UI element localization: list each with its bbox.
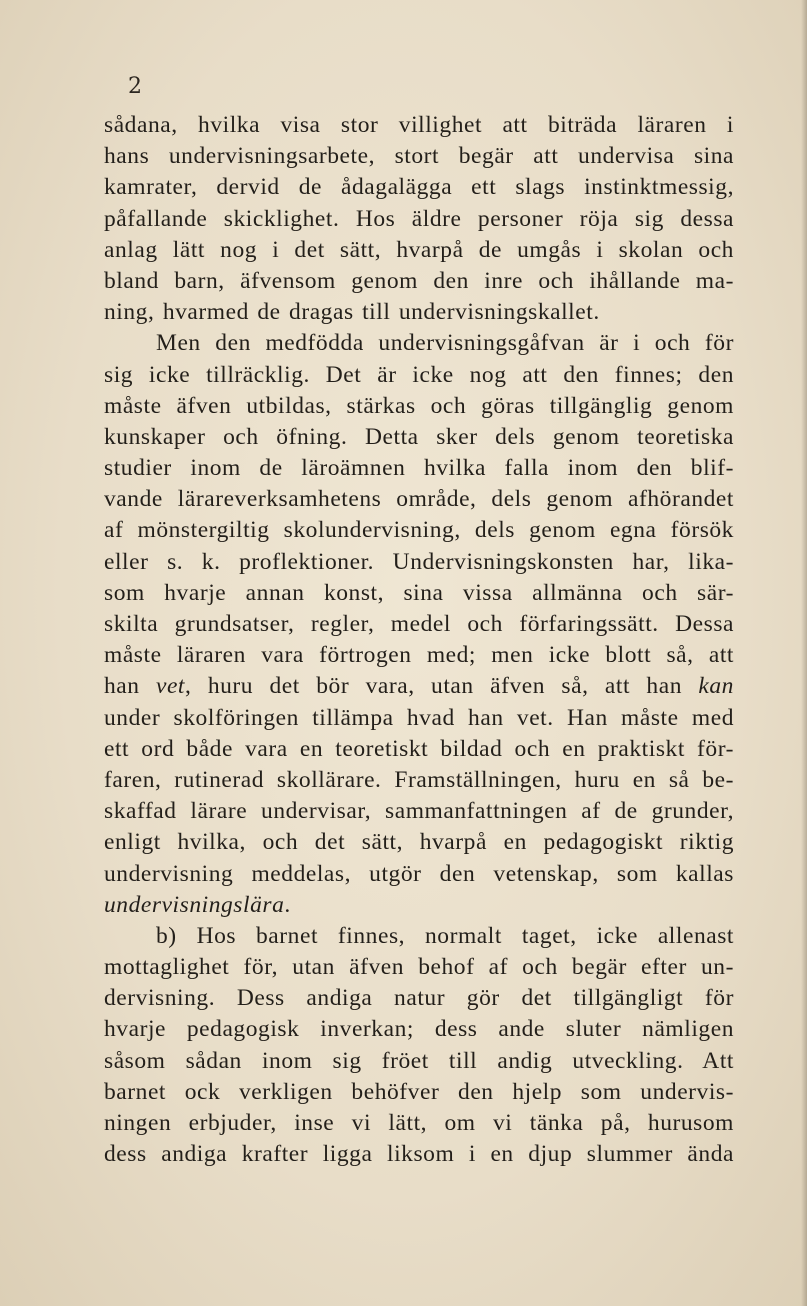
- text-line: enligt hvilka, och det sätt, hvarpå en pedagogiskt riktig: [104, 829, 734, 856]
- text-line: faren, rutinerad skollärare. Framställningen, huru en så be-: [104, 766, 734, 793]
- text-line: dess andiga krafter ligga liksom i en djup slummer ända: [104, 1141, 734, 1168]
- text-line: mottaglighet för, utan äfven behof af och begär efter un-: [104, 954, 734, 981]
- text-line: eller s. k. proflektioner. Undervisningskonsten har, lika-: [104, 548, 734, 575]
- text-line: barnet ock verkligen behöfver den hjelp som undervis-: [104, 1078, 734, 1105]
- text-line: [104, 890, 734, 921]
- text-line: anlag lätt nog i det sätt, hvarpå de umgås i skolan och: [104, 236, 734, 263]
- text-line: måste läraren vara förtrogen med; men icke blott så, att: [104, 642, 734, 669]
- body-text: [104, 110, 734, 1170]
- text-line: dervisning. Dess andiga natur gör det tillgängligt för: [104, 985, 734, 1012]
- text-line: undervisning meddelas, utgör den vetenskap, som kallas: [104, 860, 734, 887]
- text-line: hvarje pedagogisk inverkan; dess ande sluter nämligen: [104, 1016, 734, 1043]
- italic-word: undervisningslära: [104, 891, 285, 918]
- text-fragment: , huru det bör vara, utan äfven så, att han: [185, 673, 699, 700]
- page-number: 2: [128, 74, 142, 99]
- italic-word: kan: [698, 673, 734, 700]
- text-line: vande lärareverksamhetens område, dels genom afhörandet: [104, 486, 734, 513]
- text-line: kunskaper och öfning. Detta sker dels genom teoretiska: [104, 423, 734, 450]
- text-line: måste äfven utbildas, stärkas och göras tillgänglig genom: [104, 392, 734, 419]
- text-line: ning, hvarmed de dragas till undervisningskallet.: [104, 299, 600, 326]
- text-line: hans undervisningsarbete, stort begär att undervisa sina: [104, 143, 734, 170]
- text-line: ningen erbjuder, inse vi lätt, om vi tänka på, hurusom: [104, 1110, 734, 1136]
- text-line: kamrater, dervid de ådagalägga ett slags instinktmessig,: [104, 174, 734, 201]
- text-line: bland barn, äfvensom genom den inre och ihållande ma-: [104, 267, 734, 294]
- text-line: af mönstergiltig skolundervisning, dels genom egna försök: [104, 517, 734, 544]
- text-line: som hvarje annan konst, sina vissa allmänna och sär-: [104, 579, 734, 606]
- text-line: under skolföringen tillämpa hvad han vet. Han måste med: [104, 704, 734, 731]
- italic-word: vet: [155, 673, 186, 700]
- text-line: skaffad lärare undervisar, sammanfattningen af de grunder,: [104, 798, 734, 825]
- text-line: ett ord både vara en teoretiskt bildad och en praktiskt för-: [104, 735, 734, 762]
- text-fragment: han: [104, 673, 156, 700]
- text-line: sådana, hvilka visa stor villighet att biträda läraren i: [104, 112, 734, 138]
- text-line: sig icke tillräcklig. Det är icke nog att den finnes; den: [104, 361, 734, 388]
- text-line: [104, 671, 734, 702]
- text-fragment: .: [284, 891, 291, 918]
- text-line: skilta grundsatser, regler, medel och förfaringssätt. Dessa: [104, 611, 734, 637]
- text-line: b) Hos barnet finnes, normalt taget, icke allenast: [156, 922, 734, 949]
- text-line: Men den medfödda undervisningsgåfvan är i och för: [156, 330, 734, 357]
- text-line: studier inom de läroämnen hvilka falla inom den blif-: [104, 455, 734, 482]
- text-line: såsom sådan inom sig fröet till andig utveckling. Att: [104, 1047, 734, 1074]
- text-line: påfallande skicklighet. Hos äldre personer röja sig dessa: [104, 205, 734, 232]
